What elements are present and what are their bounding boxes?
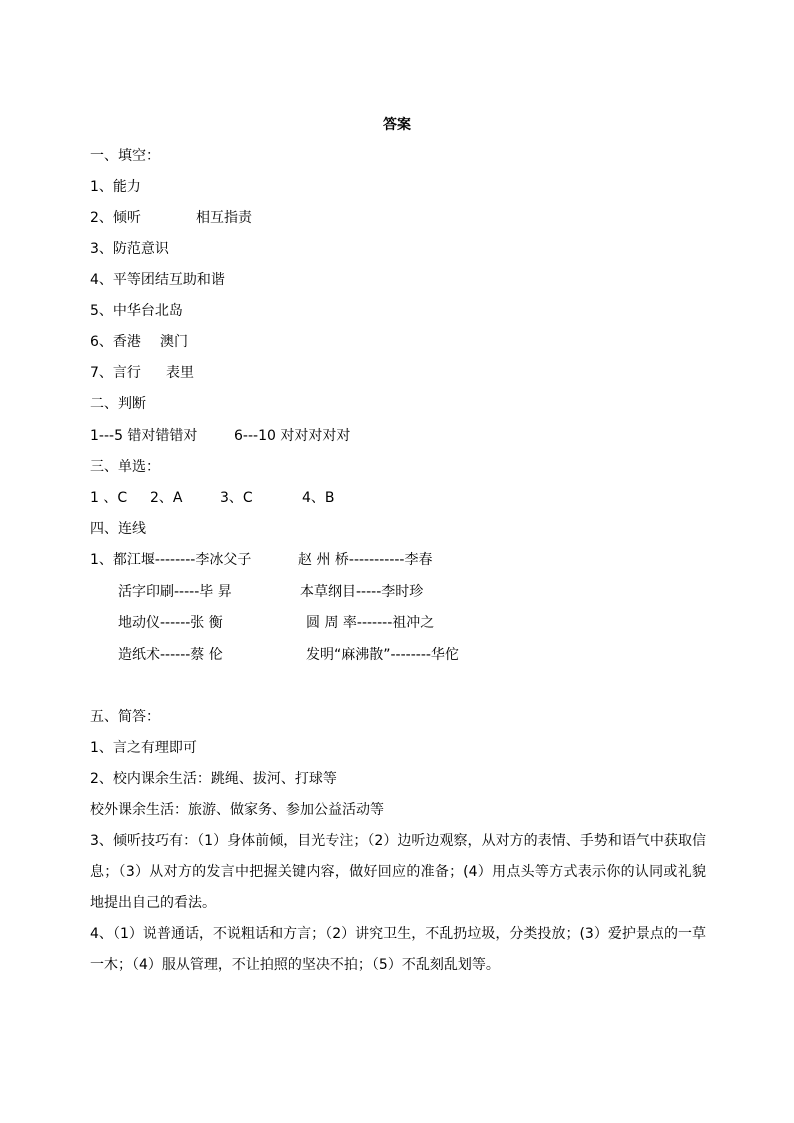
fill-blank-answer-2a: 2、倾听: [90, 210, 141, 226]
fill-blank-answer-7b: 表里: [166, 365, 194, 381]
fill-blank-answer-6b: 澳门: [160, 334, 188, 350]
section-short-answer-heading: 五、简答：: [90, 709, 160, 725]
fill-blank-answer-4: 4、平等团结互助和谐: [90, 272, 225, 288]
short-answer-2a: 2、校内课余生活：跳绳、拔河、打球等: [90, 771, 337, 787]
matching-left: 1、都江堰--------李冰父子: [90, 552, 252, 568]
fill-blank-answer-7a: 7、言行: [90, 365, 141, 381]
short-answer-4: 4、（1）说普通话，不说粗话和方言；（2）讲究卫生，不乱扔垃圾，分类投放；(3）爱护景点的一草一木；（4）服从管理，不让拍照的坚决不拍；（5）不乱刻乱划等。: [90, 926, 706, 973]
matching-right: 赵 州 桥-----------李春: [298, 552, 433, 568]
short-answer-1: 1、言之有理即可: [90, 740, 197, 756]
matching-left: 活字印刷-----毕 昇: [118, 584, 232, 600]
page-title: 答案: [383, 117, 411, 133]
matching-right: 圆 周 率-------祖冲之: [306, 615, 435, 631]
section-matching-heading: 四、连线: [90, 521, 146, 537]
fill-blank-answer-6a: 6、香港: [90, 334, 141, 350]
fill-blank-answer-2b: 相互指责: [196, 210, 252, 226]
matching-left: 地动仪------张 衡: [118, 615, 223, 631]
single-choice-answer-1: 1 、C: [90, 490, 128, 506]
fill-blank-answer-3: 3、防范意识: [90, 241, 169, 257]
fill-blank-answer-5: 5、中华台北岛: [90, 303, 183, 319]
true-false-answer-1-5: 1---5 错对错错对: [90, 428, 198, 444]
true-false-answer-6-10: 6---10 对对对对对: [234, 428, 351, 444]
section-true-false-heading: 二、判断: [90, 396, 146, 412]
single-choice-answer-3: 3、C: [220, 490, 253, 506]
short-answer-3: 3、倾听技巧有：（1）身体前倾，目光专注；（2）边听边观察，从对方的表情、手势和语气中获取信息；（3）从对方的发言中把握关键内容，做好回应的准备；(4）用点头等方式表示你的认同或礼貌地提出自己的看法。: [90, 833, 706, 911]
short-answer-2b: 校外课余生活：旅游、做家务、参加公益活动等: [90, 802, 384, 818]
single-choice-answer-4: 4、B: [302, 490, 335, 506]
matching-left: 造纸术------蔡 伦: [118, 647, 223, 663]
section-single-choice-heading: 三、单选：: [90, 459, 160, 475]
matching-right: 本草纲目-----李时珍: [300, 584, 424, 600]
matching-right: 发明“麻沸散”--------华佗: [306, 647, 459, 663]
fill-blank-answer-1: 1、能力: [90, 179, 141, 195]
single-choice-answer-2: 2、A: [150, 490, 183, 506]
section-fill-blank-heading: 一、填空：: [90, 148, 160, 164]
